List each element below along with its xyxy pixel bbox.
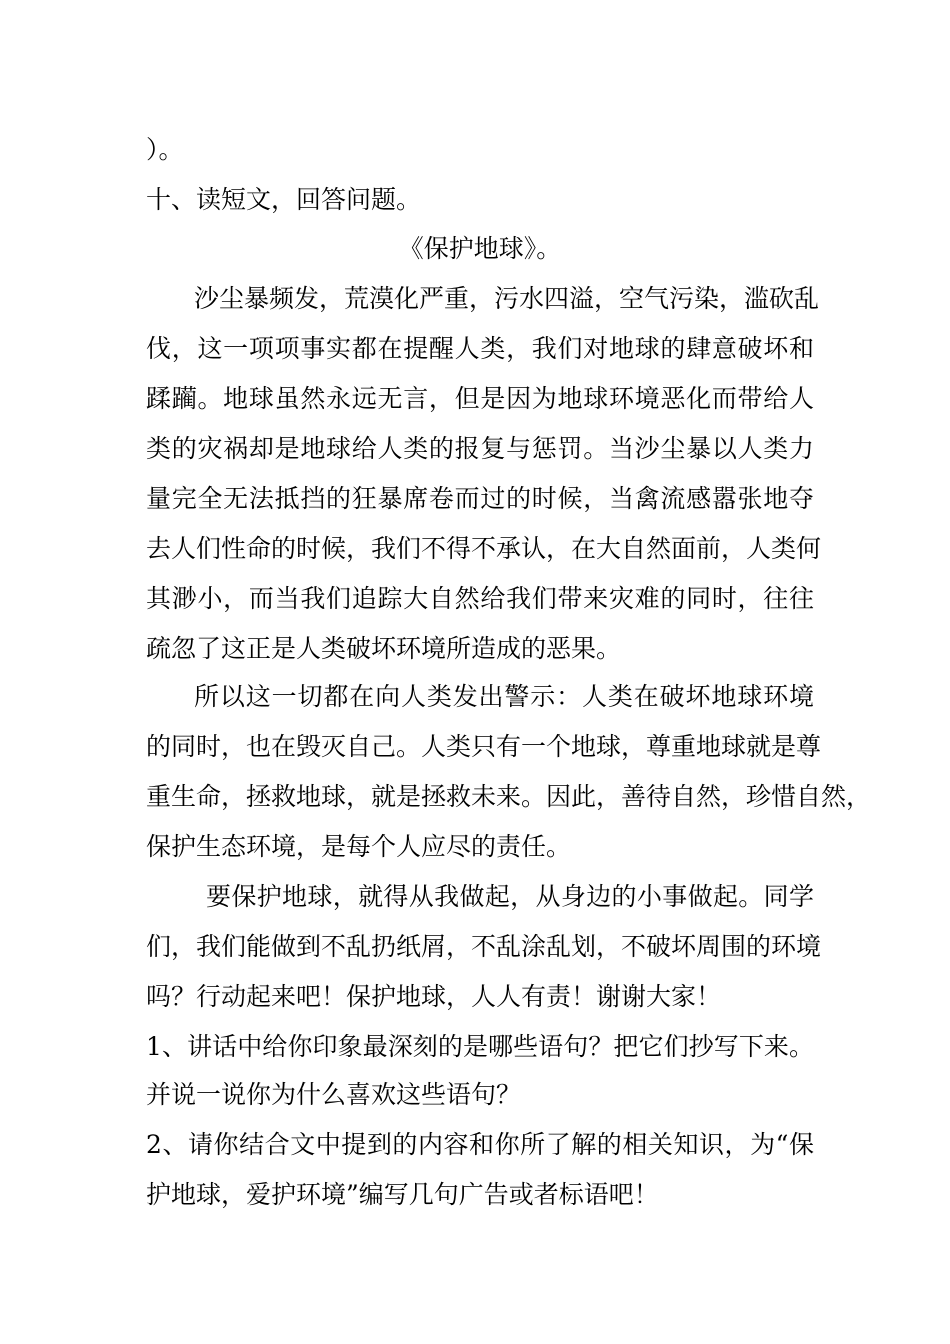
question-line: 2、请你结合文中提到的内容和你所了解的相关知识，为“保	[146, 1130, 814, 1159]
paragraph-line: 伐，这一项项事实都在提醒人类，我们对地球的肆意破坏和	[146, 334, 814, 363]
question-line: 1、讲话中给你印象最深刻的是哪些语句？把它们抄写下来。	[146, 1032, 814, 1061]
passage-title: 《保护地球》。	[398, 234, 562, 263]
paragraph-line: 吗？行动起来吧！保护地球，人人有责！谢谢大家！	[146, 982, 722, 1011]
section-heading: 十、读短文，回答问题。	[146, 185, 422, 214]
paragraph-line: 们，我们能做到不乱扔纸屑，不乱涂乱划，不破坏周围的环境	[146, 932, 822, 961]
question-line: 并说一说你为什么喜欢这些语句？	[146, 1080, 522, 1109]
paragraph-line: 保护生态环境，是每个人应尽的责任。	[146, 832, 572, 861]
paragraph-line: 量完全无法抵挡的狂暴席卷而过的时候，当禽流感嚣张地夺	[146, 484, 814, 513]
paragraph-line: 所以这一切都在向人类发出警示：人类在破坏地球环境	[194, 682, 814, 711]
paragraph-line: 疏忽了这正是人类破坏环境所造成的恶果。	[146, 634, 622, 663]
paragraph-line: 重生命，拯救地球，就是拯救未来。因此，善待自然，珍惜自然，	[146, 782, 872, 811]
paragraph-line: 要保护地球，就得从我做起，从身边的小事做起。同学	[206, 882, 814, 911]
paragraph-line: 类的灾祸却是地球给人类的报复与惩罚。当沙尘暴以人类力	[146, 434, 814, 463]
paragraph-line: 其渺小，而当我们追踪大自然给我们带来灾难的同时，往往	[146, 584, 814, 613]
paragraph-line: 蹂躏。地球虽然永远无言，但是因为地球环境恶化而带给人	[146, 384, 814, 413]
paragraph-line: 去人们性命的时候，我们不得不承认，在大自然面前，人类何	[146, 534, 822, 563]
paragraph-line: 的同时，也在毁灭自己。人类只有一个地球，尊重地球就是尊	[146, 732, 822, 761]
question-line: 护地球，爱护环境”编写几句广告或者标语吧！	[146, 1180, 659, 1209]
top-fragment: ）。	[146, 135, 184, 164]
paragraph-line: 沙尘暴频发，荒漠化严重，污水四溢，空气污染，滥砍乱	[194, 284, 820, 313]
